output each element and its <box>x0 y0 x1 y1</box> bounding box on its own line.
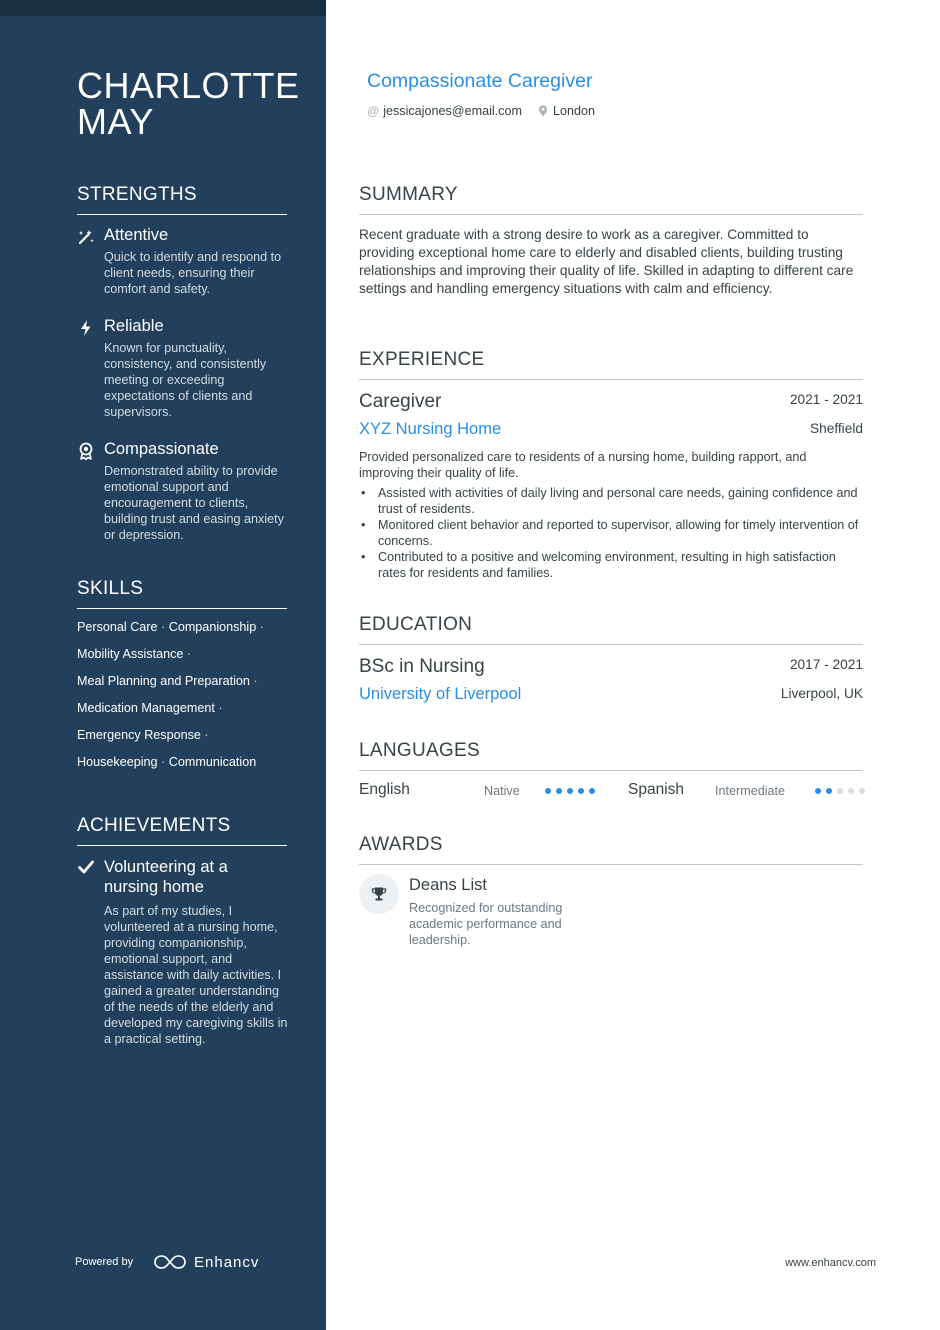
website-link[interactable]: www.enhancv.com <box>785 1257 876 1269</box>
language-level: Native <box>484 784 520 798</box>
strengths-heading: STRENGTHS <box>77 184 287 215</box>
candidate-name: CHARLOTTE MAY <box>77 65 300 142</box>
language-proficiency-dots <box>545 788 600 794</box>
job-description: Provided personalized care to residents of a nursing home, building rapport, and improving their quality of life. <box>359 450 807 480</box>
skill-item: Medication Management <box>77 701 215 715</box>
proficiency-dot <box>859 788 865 794</box>
job-bullets <box>359 485 863 581</box>
languages-heading: LANGUAGES <box>359 740 863 771</box>
proficiency-dot <box>837 788 843 794</box>
language-name: English <box>359 781 410 798</box>
award-name: Deans List <box>409 876 487 894</box>
powered-by-label: Powered by <box>75 1256 134 1268</box>
skill-item: Housekeeping <box>77 755 158 769</box>
headline: Compassionate Caregiver <box>367 70 593 92</box>
skill-item: Emergency Response <box>77 728 201 742</box>
contact-email[interactable] <box>367 104 522 118</box>
enhancv-logo[interactable] <box>154 1252 259 1272</box>
skills-list: Personal Care · Companionship · Mobility Assistance · Meal Planning and Preparation · Medication Management · Emergency Response · Housekeeping · Communication <box>77 620 264 769</box>
strength-title: Attentive <box>104 226 169 244</box>
degree-title: BSc in Nursing <box>359 656 485 677</box>
enhancv-mark-icon <box>154 1254 186 1270</box>
strength-description: Known for punctuality, consistency, and consistently meeting or exceeding expectations of clients and supervisors. <box>104 341 267 419</box>
skill-item: Communication <box>168 755 257 769</box>
strength-title: Compassionate <box>104 440 219 458</box>
award-description: Recognized for outstanding academic performance and leadership. <box>409 901 563 947</box>
proficiency-dot <box>826 788 832 794</box>
awards-heading: AWARDS <box>359 834 863 865</box>
proficiency-dot <box>567 788 573 794</box>
sidebar <box>0 0 326 1330</box>
job-dates: 2021 - 2021 <box>789 392 863 407</box>
proficiency-dot <box>848 788 854 794</box>
job-location: Sheffield <box>809 421 863 436</box>
education-heading: EDUCATION <box>359 614 863 645</box>
summary-text: Recent graduate with a strong desire to work as a caregiver. Committed to providing exceptional home care to elderly and disabled clients, building trusting relationships and improving their quality of life. Skilled in adapting to different care settings and handling emergency situations with calm and efficiency. <box>359 227 854 296</box>
language-name: Spanish <box>628 781 685 798</box>
proficiency-dot <box>578 788 584 794</box>
proficiency-dot <box>815 788 821 794</box>
at-sign-icon: @ <box>367 104 380 118</box>
education-dates: 2017 - 2021 <box>789 657 863 672</box>
achievement-title: Volunteering at a nursing home <box>104 858 228 896</box>
job-title: Caregiver <box>359 391 442 412</box>
award-icon-badge <box>359 874 399 914</box>
skills-heading: SKILLS <box>77 578 287 609</box>
contact-info <box>367 104 611 118</box>
sidebar-top-bar <box>0 0 326 16</box>
education-location: Liverpool, UK <box>780 686 863 701</box>
proficiency-dot <box>556 788 562 794</box>
proficiency-dot <box>545 788 551 794</box>
skill-item: Meal Planning and Preparation <box>77 674 250 688</box>
job-bullet: • Monitored client behavior and reported to supervisor, allowing for timely intervention of concerns. <box>359 517 863 549</box>
strength-title: Reliable <box>104 317 164 335</box>
checkmark-icon <box>78 860 94 874</box>
skill-item: Mobility Assistance <box>77 647 184 661</box>
enhancv-wordmark: Enhancv <box>194 1253 260 1271</box>
location-pin-icon <box>538 105 548 117</box>
language-item <box>628 781 864 801</box>
location-text: London <box>552 104 595 118</box>
achievements-heading: ACHIEVEMENTS <box>77 815 287 846</box>
language-level: Intermediate <box>715 784 786 798</box>
company-name[interactable]: XYZ Nursing Home <box>359 420 502 438</box>
language-proficiency-dots <box>815 788 870 794</box>
proficiency-dot <box>589 788 595 794</box>
skill-item: Companionship <box>168 620 257 634</box>
achievement-description: As part of my studies, I volunteered at a nursing home, providing companionship, emotional support, and assistance with daily activities. I gained a greater understanding of the needs of the elderly and developed my caregiving skills in a practical setting. <box>104 904 288 1046</box>
strength-description: Quick to identify and respond to client needs, ensuring their comfort and safety. <box>104 250 282 296</box>
trophy-icon <box>371 886 387 902</box>
job-bullet: • Assisted with activities of daily living and personal care needs, gaining confidence and trust of residents. <box>359 485 863 517</box>
email-text: jessicajones@email.com <box>383 104 522 118</box>
language-item <box>359 781 595 801</box>
experience-heading: EXPERIENCE <box>359 349 863 380</box>
award-ribbon-icon <box>77 442 95 460</box>
summary-heading: SUMMARY <box>359 184 863 215</box>
contact-location <box>538 104 595 118</box>
lightning-bolt-icon <box>77 319 95 337</box>
school-name[interactable]: University of Liverpool <box>359 685 522 703</box>
skill-item: Personal Care <box>77 620 158 634</box>
strength-description: Demonstrated ability to provide emotional support and encouragement to clients, building trust and easing anxiety or depression. <box>104 464 284 542</box>
magic-wand-icon <box>77 228 95 246</box>
job-bullet: • Contributed to a positive and welcoming environment, resulting in high satisfaction rates for residents and families. <box>359 549 863 581</box>
